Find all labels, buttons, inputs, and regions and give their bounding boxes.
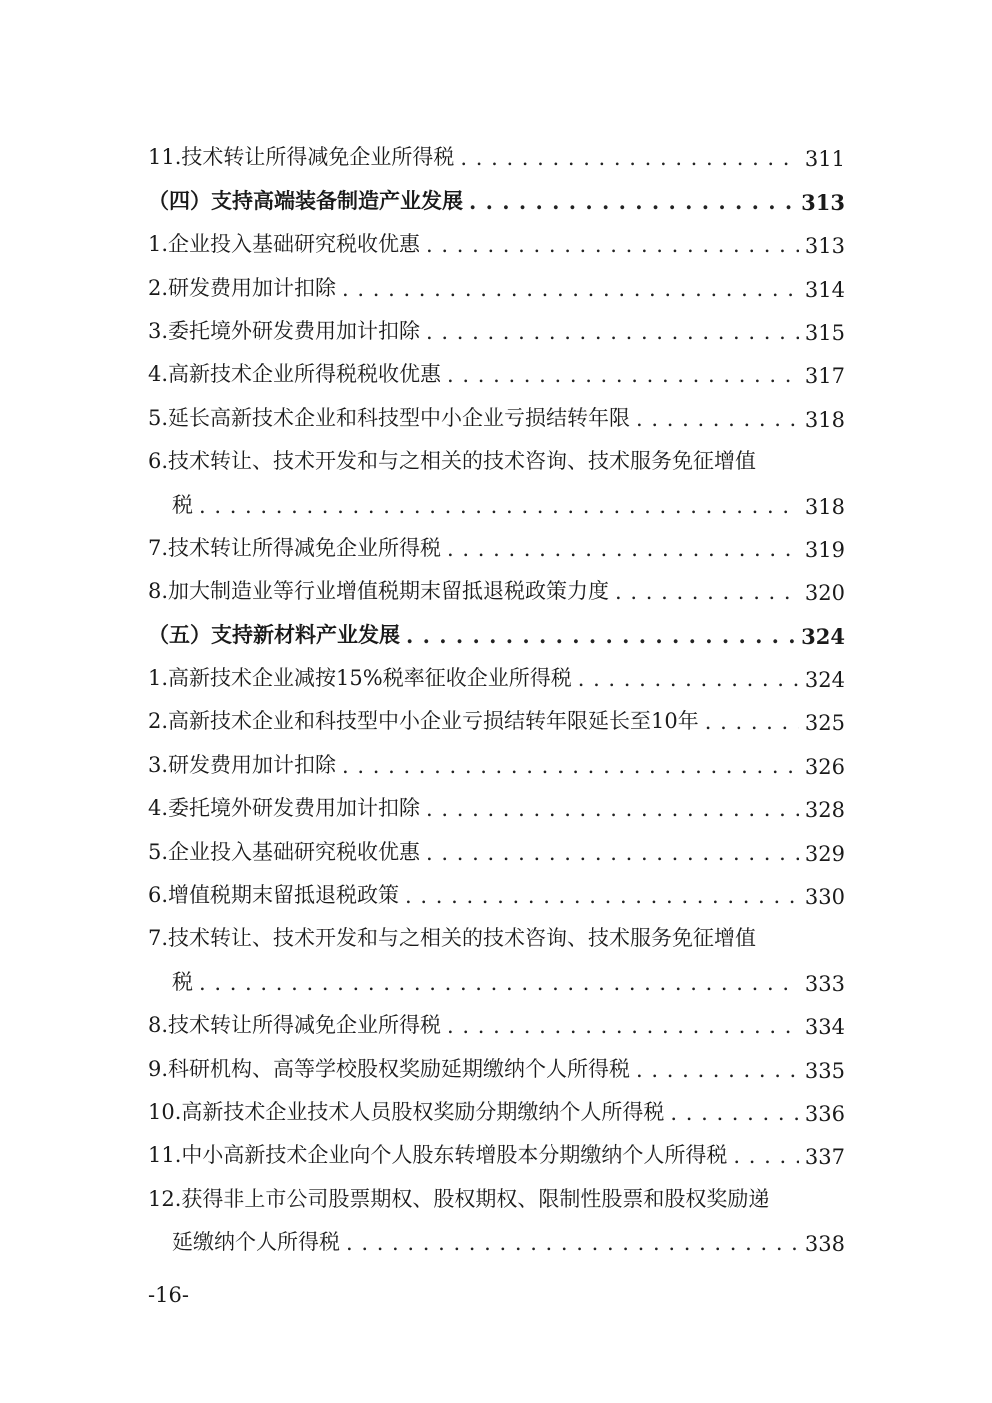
toc-entry-page: 317: [804, 364, 845, 389]
toc-section-heading[interactable]: [148, 171, 845, 214]
toc-entry-title: 11.中小高新技术企业向个人股东转增股本分期缴纳个人所得税: [148, 1143, 728, 1168]
toc-dot-leader: [426, 232, 799, 258]
toc-entry-page: 318: [804, 407, 845, 432]
toc-entry[interactable]: [148, 952, 845, 995]
toc-entry-page: 328: [804, 798, 845, 823]
toc-entry-title: 3.研发费用加计扣除: [148, 752, 337, 777]
toc-entry-page: 311: [804, 147, 845, 172]
toc-entry-title: 4.委托境外研发费用加计扣除: [148, 796, 421, 821]
toc-entry[interactable]: [148, 345, 845, 388]
toc-section-heading[interactable]: [148, 605, 845, 648]
toc-entry-title: 2.研发费用加计扣除: [148, 275, 337, 300]
toc-entry-page: 318: [804, 494, 845, 519]
toc-dot-leader: [733, 1143, 799, 1169]
toc-entry[interactable]: [148, 215, 845, 258]
toc-dot-leader: [405, 883, 799, 909]
toc-entry-title: 9.科研机构、高等学校股权奖励延期缴纳个人所得税: [148, 1056, 631, 1081]
toc-dot-leader: [426, 796, 799, 822]
toc-dot-leader: [342, 753, 799, 779]
toc-dot-leader: [426, 840, 799, 866]
toc-entry-title: 8.技术转让所得减免企业所得税: [148, 1013, 442, 1038]
toc-entry-page: 325: [804, 711, 845, 736]
toc-entry-continuation: 税: [172, 492, 193, 517]
toc-entry-page: 315: [804, 320, 845, 345]
toc-entry[interactable]: [148, 519, 845, 562]
toc-entry-title: 2.高新技术企业和科技型中小企业亏损结转年限延长至10年: [148, 709, 699, 734]
toc-entry[interactable]: [148, 692, 845, 735]
toc-entry-page: 313: [804, 234, 845, 259]
toc-entry-page: 324: [804, 668, 845, 693]
toc-entry-page: 320: [804, 581, 845, 606]
toc-dot-leader: [469, 189, 795, 215]
toc-entry-page: 326: [804, 754, 845, 779]
toc-entry-title: 3.委托境外研发费用加计扣除: [148, 318, 421, 343]
toc-dot-leader: [199, 970, 799, 996]
toc-entry-title: 6.技术转让、技术开发和与之相关的技术咨询、技术服务免征增值: [148, 449, 757, 474]
toc-entry[interactable]: [148, 388, 845, 431]
toc-entry-title: 8.加大制造业等行业增值税期末留抵退税政策力度: [148, 579, 610, 604]
toc-entry[interactable]: [148, 866, 845, 909]
toc-dot-leader: [460, 145, 799, 171]
toc-entry[interactable]: [148, 475, 845, 518]
toc-entry-page: 313: [801, 189, 845, 215]
toc-entry-title: 12.获得非上市公司股票期权、股权期权、限制性股票和股权奖励递: [148, 1186, 770, 1211]
toc-entry-title: 5.企业投入基础研究税收优惠: [148, 839, 421, 864]
toc-dot-leader: [346, 1230, 799, 1256]
toc-entry-continuation: 税: [172, 969, 193, 994]
toc-entry-page: 333: [804, 971, 845, 996]
toc-entry-page: 335: [804, 1058, 845, 1083]
toc-entry-page: 336: [804, 1101, 845, 1126]
toc-dot-leader: [447, 1013, 799, 1039]
toc-entry-title: （五）支持新材料产业发展: [148, 621, 400, 647]
toc-dot-leader: [447, 536, 799, 562]
toc-entry-page: 330: [804, 885, 845, 910]
toc-entry-title: 1.高新技术企业减按15%税率征收企业所得税: [148, 666, 572, 691]
toc-dot-leader: [426, 319, 799, 345]
toc-entry-title: 5.延长高新技术企业和科技型中小企业亏损结转年限: [148, 405, 631, 430]
toc-entry-title: 11.技术转让所得减免企业所得税: [148, 145, 455, 170]
toc-entry[interactable]: [148, 779, 845, 822]
toc-entry[interactable]: [148, 1039, 845, 1082]
toc-entry-title: 6.增值税期末留抵退税政策: [148, 883, 400, 908]
toc-entry-first-line: [148, 1169, 845, 1212]
toc-entry-title: 7.技术转让、技术开发和与之相关的技术咨询、技术服务免征增值: [148, 926, 757, 951]
toc-entry[interactable]: [148, 735, 845, 778]
toc-entry-title: （四）支持高端装备制造产业发展: [148, 187, 463, 213]
toc-entry[interactable]: [148, 562, 845, 605]
toc-entry[interactable]: [148, 649, 845, 692]
toc-entry[interactable]: [148, 1083, 845, 1126]
toc-entry-first-line: [148, 909, 845, 952]
toc-entry-page: 334: [804, 1015, 845, 1040]
toc-dot-leader: [447, 362, 799, 388]
toc-entry-continuation: 延缴纳个人所得税: [172, 1230, 340, 1255]
toc-entry[interactable]: [148, 1126, 845, 1169]
toc-dot-leader: [636, 1057, 799, 1083]
toc-dot-leader: [342, 276, 799, 302]
toc-entry-page: 319: [804, 537, 845, 562]
toc-entry-title: 7.技术转让所得减免企业所得税: [148, 535, 442, 560]
toc-dot-leader: [406, 623, 795, 649]
toc-dot-leader: [705, 709, 799, 735]
table-of-contents: [148, 128, 845, 1256]
toc-dot-leader: [578, 666, 799, 692]
toc-entry[interactable]: [148, 258, 845, 301]
toc-dot-leader: [615, 579, 799, 605]
toc-entry[interactable]: [148, 1213, 845, 1256]
toc-entry-first-line: [148, 432, 845, 475]
toc-entry-page: 337: [804, 1145, 845, 1170]
toc-entry-page: 314: [804, 277, 845, 302]
toc-entry[interactable]: [148, 128, 845, 171]
toc-entry-page: 329: [804, 841, 845, 866]
toc-entry[interactable]: [148, 302, 845, 345]
toc-dot-leader: [670, 1100, 799, 1126]
page-number: -16-: [148, 1283, 189, 1307]
toc-dot-leader: [636, 406, 799, 432]
toc-entry-page: 324: [801, 623, 845, 649]
toc-entry-page: 338: [804, 1232, 845, 1257]
toc-entry[interactable]: [148, 822, 845, 865]
toc-dot-leader: [199, 493, 799, 519]
toc-entry[interactable]: [148, 996, 845, 1039]
toc-entry-title: 4.高新技术企业所得税税收优惠: [148, 362, 442, 387]
toc-entry-title: 1.企业投入基础研究税收优惠: [148, 232, 421, 257]
toc-entry-title: 10.高新技术企业技术人员股权奖励分期缴纳个人所得税: [148, 1099, 665, 1124]
